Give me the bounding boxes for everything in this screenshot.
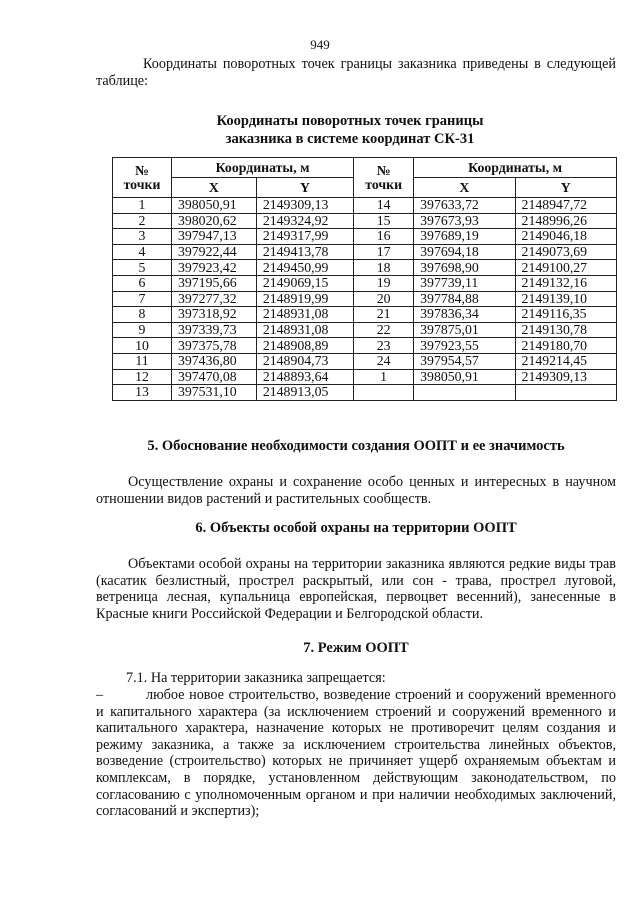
header-y: Y: [256, 178, 353, 198]
section-6-heading: 6. Объекты особой охраны на территории ООПТ: [195, 520, 517, 536]
table-row: 3 397947,13 2149317,99 16 397689,19 2149046,18: [113, 229, 617, 245]
header-coordinates: Координаты, м: [171, 158, 353, 178]
coordinates-table: [112, 157, 617, 401]
table-row: 2 398020,62 2149324,92 15 397673,93 2148996,26: [113, 213, 617, 229]
table-row: 9 397339,73 2148931,08 22 397875,01 2149130,78: [113, 322, 617, 338]
section-7-1-text: 7.1. На территории заказника запрещается:: [126, 670, 386, 686]
header-x-2: X: [414, 178, 515, 198]
section-7-1-item-text: любое новое строительство, возведение строений и сооружений временного и капитального характера (за исключением строений и сооружений временного и капитального характера, назначение которых не противоречит целям создания и режиму заказника, а также за исключением строительства линейных объектов, возведение (строительство) которых не причиняет ущерб охраняемым объектам и комплексам, в порядке, установленном действующим законодательством, по согласованию с уполномоченным органом и при наличии необходимых заключений, согласований и экспертиз);: [96, 687, 616, 820]
intro-paragraph: Координаты поворотных точек границы заказника приведены в следующей таблице:: [96, 56, 616, 89]
table-row: 12 397470,08 2148893,64 1 398050,91 2149309,13: [113, 369, 617, 385]
header-point-number: № точки: [113, 158, 172, 198]
section-6-text: Объектами особой охраны на территории заказника являются редкие виды трав (касатик безлистный, прострел раскрытый, или сон - трава, прострел луговой, ветреница лесная, купальница европейская, первоцвет весенний), занесенные в Красные книги Российской Федерации и Белгородской области.: [96, 556, 616, 622]
table-row: 4 397922,44 2149413,78 17 397694,18 2149073,69: [113, 244, 617, 260]
header-coordinates-2: Координаты, м: [414, 158, 617, 178]
table-row: 10 397375,78 2148908,89 23 397923,55 2149180,70: [113, 338, 617, 354]
section-7-1-item: [96, 687, 616, 820]
header-x: X: [171, 178, 256, 198]
section-5-heading: 5. Обоснование необходимости создания ООПТ и ее значимость: [147, 438, 565, 454]
header-point-number-2: № точки: [354, 158, 414, 198]
table-row: 8 397318,92 2148931,08 21 397836,34 2149116,35: [113, 307, 617, 323]
table-row: 5 397923,42 2149450,99 18 397698,90 2149100,27: [113, 260, 617, 276]
table-header-row: [113, 158, 617, 178]
table-row: 11 397436,80 2148904,73 24 397954,57 2149214,45: [113, 353, 617, 369]
table-row: 6 397195,66 2149069,15 19 397739,11 2149132,16: [113, 275, 617, 291]
table-caption: [140, 112, 560, 148]
section-7-heading: 7. Режим ООПТ: [303, 640, 409, 656]
section-5-text: Осуществление охраны и сохранение особо ценных и интересных в научном отношении видов растений и растительных сообществ.: [96, 474, 616, 507]
page-number: 949: [310, 37, 330, 52]
list-dash: –: [96, 687, 104, 703]
header-y-2: Y: [515, 178, 616, 198]
table-row: 1 398050,91 2149309,13 14 397633,72 2148947,72: [113, 198, 617, 214]
table-row: 13 397531,10 2148913,05: [113, 385, 617, 401]
table-caption-line1: Координаты поворотных точек границы: [216, 113, 484, 129]
table-caption-line2: заказника в системе координат СК-31: [225, 131, 475, 147]
table-row: 7 397277,32 2148919,99 20 397784,88 2149139,10: [113, 291, 617, 307]
